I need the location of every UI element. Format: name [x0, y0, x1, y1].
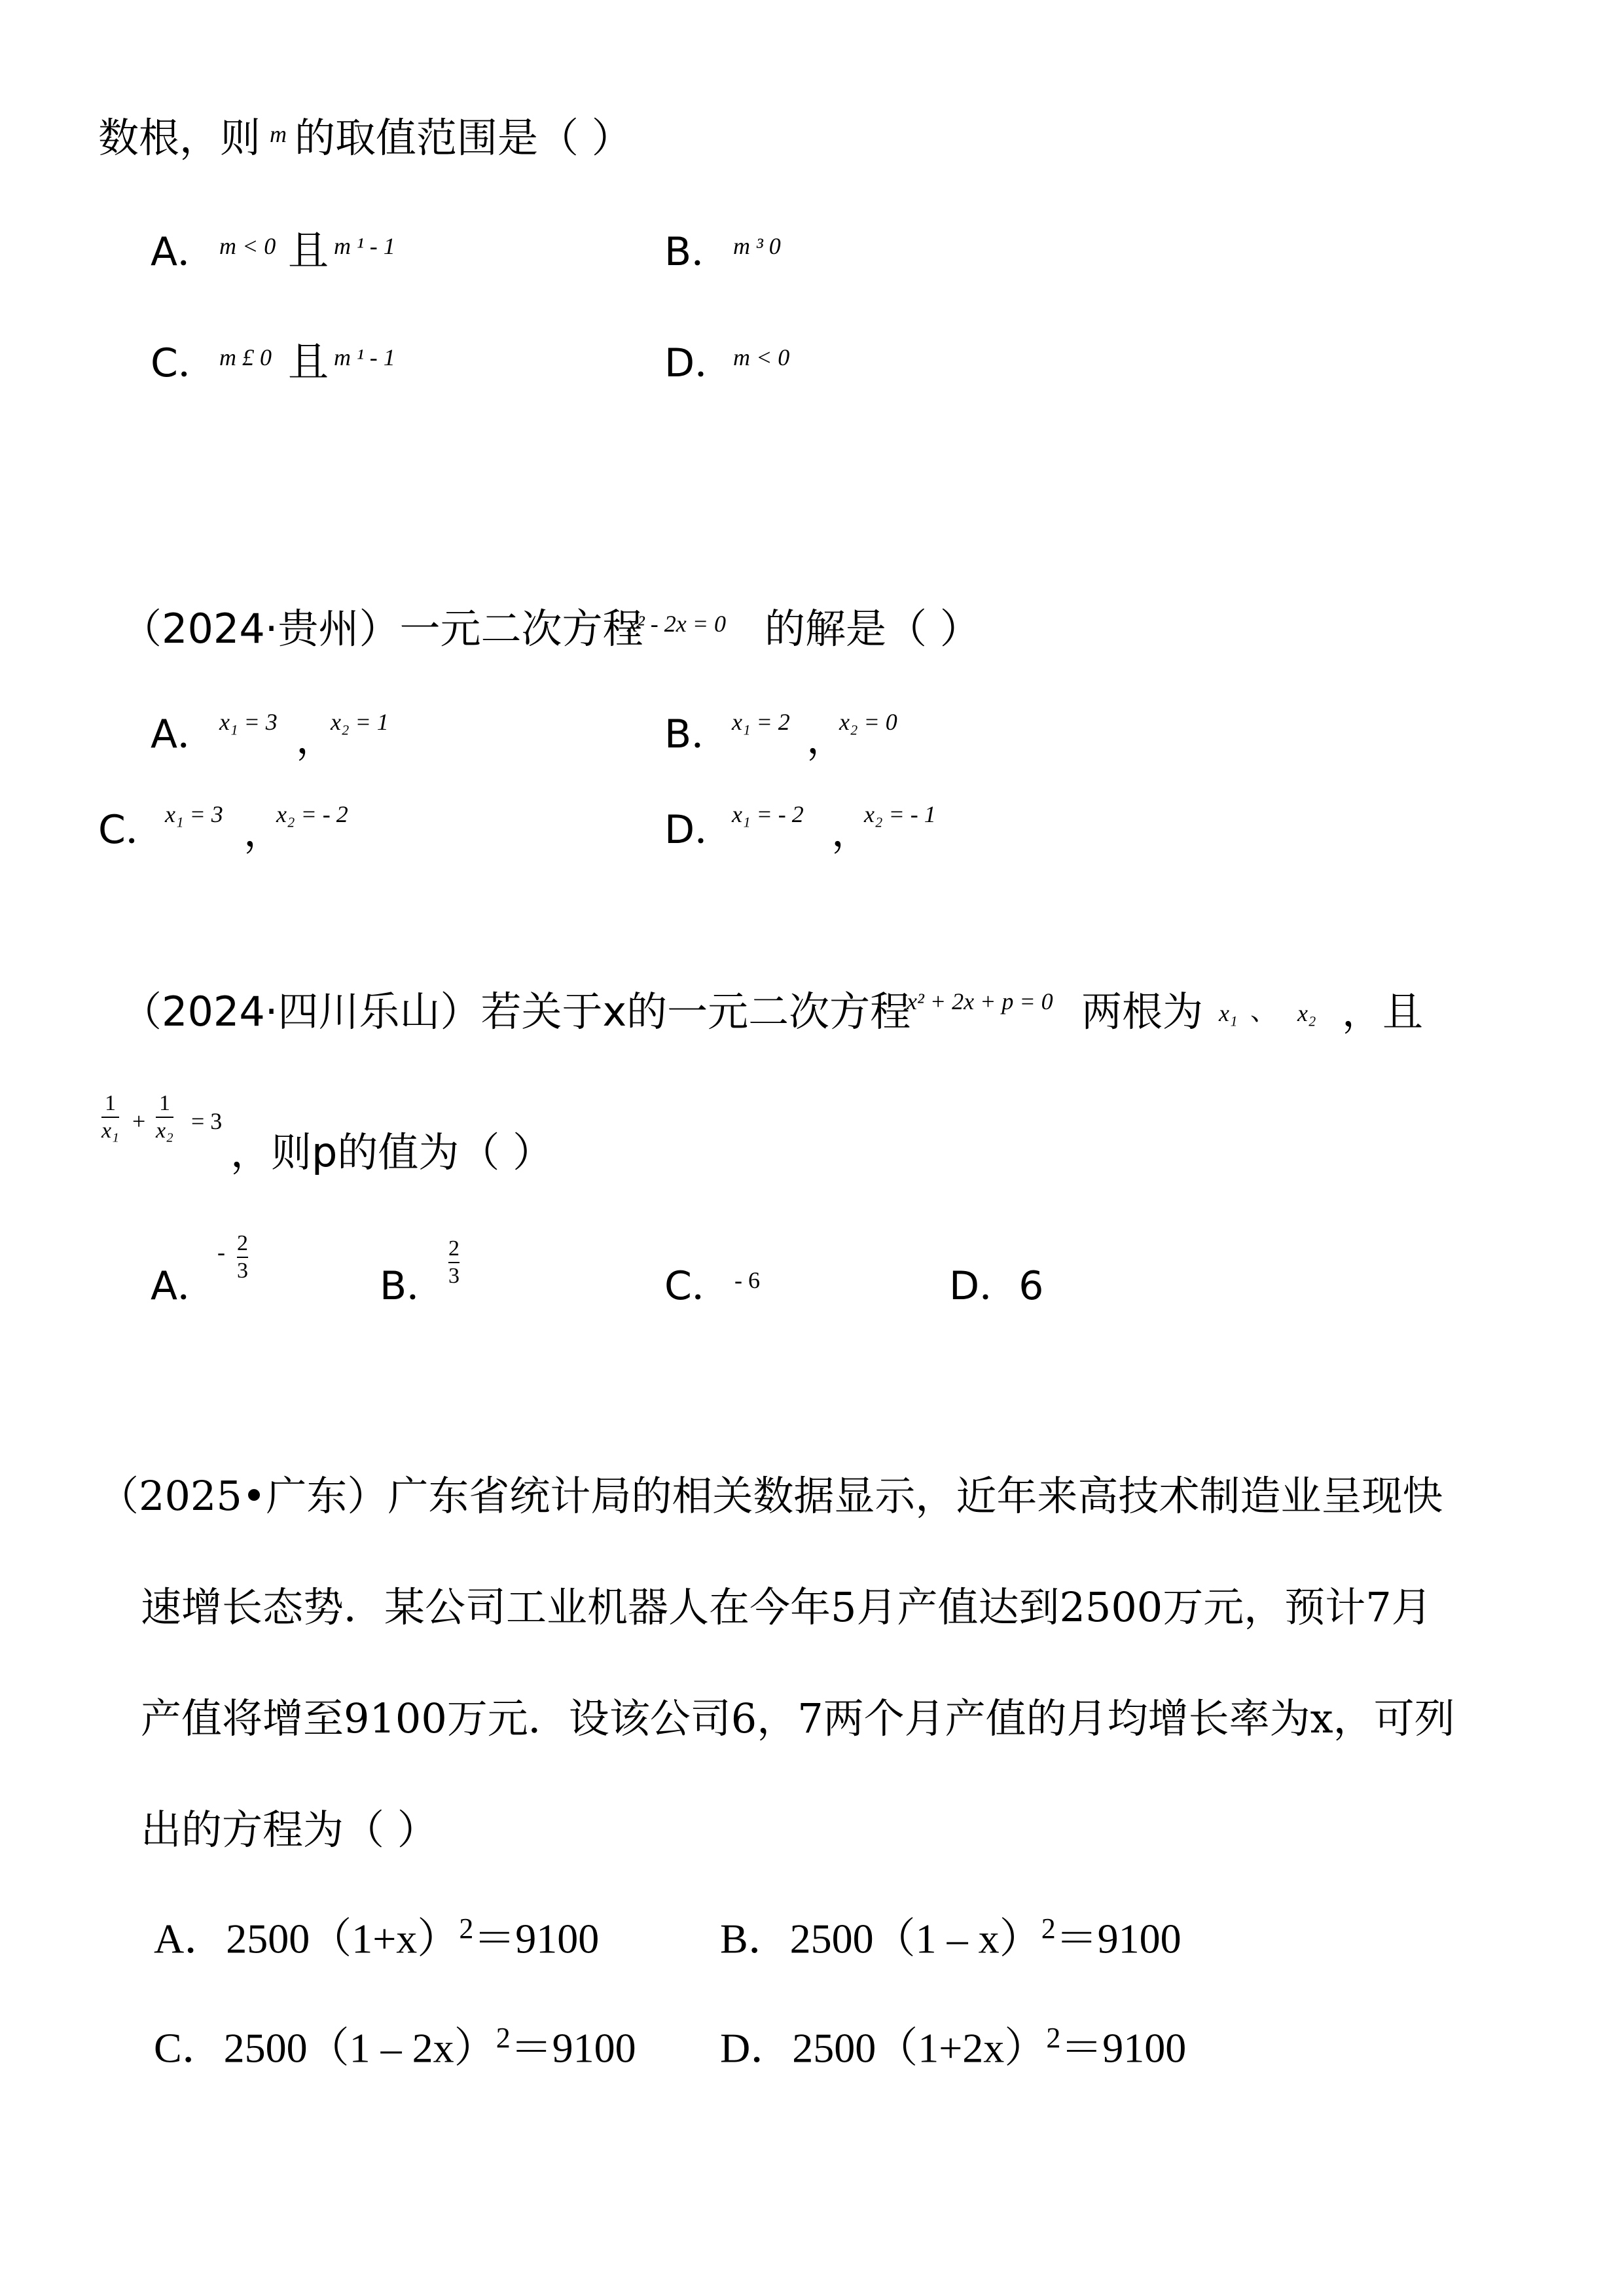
q3-cond-eq: = 3 — [191, 1108, 223, 1134]
q2-option-c-label: C． — [98, 807, 165, 853]
q3-option-b-fraction: 2 3 — [448, 1236, 460, 1288]
q4-line-3: 产值将增至9100万元．设该公司6，7两个月产值的月均增长率为x，可列 — [141, 1695, 1455, 1742]
q1-option-c-label: C． — [151, 340, 217, 386]
q1-option-b-math: m ³ 0 — [733, 233, 781, 259]
q1-option-a-math2: m ¹ - 1 — [334, 233, 395, 259]
q2-option-a-sep: ， — [296, 715, 337, 762]
q1-option-a-conj: 且 — [288, 226, 329, 274]
q2-option-b-root2: x₂ = 0 — [839, 709, 897, 735]
q1-option-c-math2: m ¹ - 1 — [334, 344, 395, 370]
q4-option-d: D．$2500(1+2x)^2=9100$ — [720, 2022, 1187, 2072]
q1-stem: 数根，则 — [98, 114, 261, 162]
q3-line2: ，则p的值为（ ） — [230, 1128, 554, 1176]
q1-option-d-label: D． — [664, 340, 734, 386]
q4-line-1: （2025•广东）广东省统计局的相关数据显示，近年来高技术制造业呈现快 — [98, 1472, 1443, 1520]
q3-option-a-sign: - — [217, 1239, 225, 1265]
q1-stem-end: 的取值范围是（ ） — [295, 114, 632, 162]
q1-option-d-math: m < 0 — [733, 344, 790, 370]
q2-equation: x² - 2x = 0 — [627, 611, 727, 637]
q3-option-d-label: D．6 — [949, 1263, 1044, 1309]
q2-option-c-sep: ， — [244, 808, 285, 855]
q4-line-2: 速增长态势．某公司工业机器人在今年5月产值达到2500万元，预计7月 — [141, 1583, 1432, 1631]
q3-cond-fraction-1: 1 x₁ — [101, 1091, 119, 1143]
q4-option-c: C．2500（1 – 2x）$^2$＝9100 — [154, 2022, 636, 2072]
q3-tail: ，且 — [1342, 988, 1424, 1035]
q2-option-b-sep: ， — [806, 715, 848, 762]
q1-option-a-math1: m < 0 — [219, 233, 276, 259]
q2-option-d-label: D． — [664, 807, 734, 853]
q3-stem: （2024·四川乐山）若关于x的一元二次方程 — [121, 988, 911, 1035]
q2-stem-end: 的解是（ ） — [765, 605, 981, 653]
q3-option-c-label: C． — [664, 1263, 731, 1309]
q2-option-b-root1: x₁ = 2 — [732, 709, 790, 735]
q3-equation: x² + 2x + p = 0 — [907, 988, 1053, 1014]
q4-option-a: A．$2500(1+x)^2=9100$ — [154, 1912, 600, 1962]
q1-option-a-label: A． — [151, 229, 217, 275]
q3-cond-plus: + — [132, 1108, 146, 1134]
q3-cond-fraction-2: 1 x₂ — [156, 1091, 173, 1143]
q3-option-a-label: A． — [151, 1263, 217, 1309]
q2-option-b-label: B． — [664, 711, 731, 757]
q2-option-a-label: A． — [151, 711, 217, 757]
q3-option-c-math: - 6 — [734, 1267, 760, 1293]
q2-stem: （2024·贵州）一元二次方程 — [121, 605, 643, 653]
q2-option-a-root1: x₁ = 3 — [219, 709, 278, 735]
q3-x2: x₂ — [1297, 1000, 1316, 1026]
q1-option-c-math1: m £ 0 — [219, 344, 272, 370]
q1-option-c-conj: 且 — [288, 338, 329, 386]
q2-option-c-root2: x₂ = - 2 — [276, 801, 348, 827]
q3-option-a-fraction: 2 3 — [237, 1231, 248, 1283]
q3-mid: 两根为 — [1081, 988, 1204, 1035]
q2-option-a-root2: x₂ = 1 — [331, 709, 389, 735]
q1-variable: m — [270, 121, 287, 147]
q2-option-c-root1: x₁ = 3 — [165, 801, 223, 827]
q3-option-b-label: B． — [380, 1263, 446, 1309]
q4-line-4: 出的方程为（ ） — [141, 1806, 438, 1854]
q4-option-b: B．2500（1 – x）$^2$＝9100 — [720, 1912, 1182, 1962]
q3-x1: x₁ — [1219, 1000, 1238, 1026]
q1-option-b-label: B． — [664, 229, 731, 275]
q2-option-d-sep: ， — [831, 808, 873, 855]
q3-dun: 、 — [1250, 996, 1276, 1026]
q2-option-d-root1: x₁ = - 2 — [732, 801, 804, 827]
q2-option-d-root2: x₂ = - 1 — [864, 801, 936, 827]
